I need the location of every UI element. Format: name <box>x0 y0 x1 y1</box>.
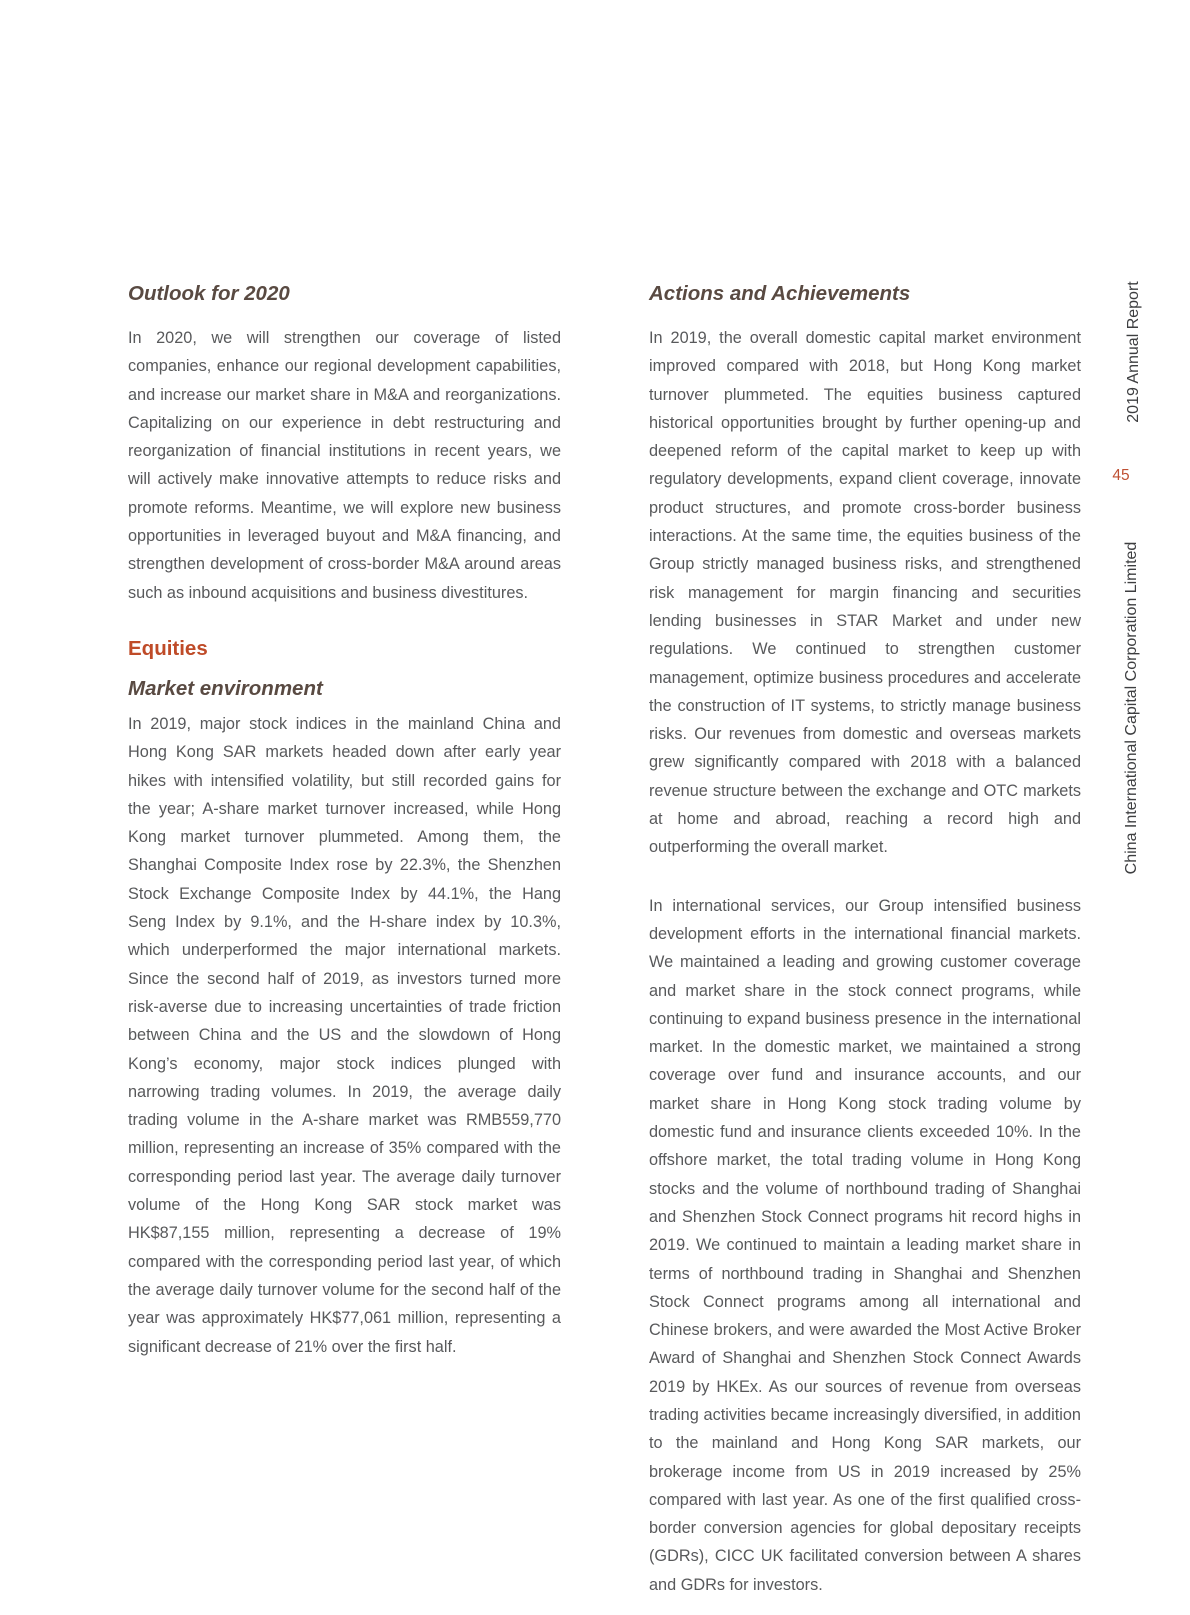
left-column <box>128 283 561 1361</box>
market-environment-paragraph: In 2019, major stock indices in the mainland China and Hong Kong SAR markets headed down after early year hikes with intensified volatility, but still recorded gains for the year; A-share market turnover increased, while Hong Kong market turnover plummeted. Among them, the Shanghai Composite Index rose by 22.3%, the Shenzhen Stock Exchange Composite Index by 44.1%, the Hang Seng Index by 9.1%, and the H-share index by 10.3%, which underperformed the major international markets. Since the second half of 2019, as investors turned more risk-averse due to increasing uncertainties of trade friction between China and the US and the slowdown of Hong Kong’s economy, major stock indices plunged with narrowing trading volumes. In 2019, the average daily trading volume in the A-share market was RMB559,770 million, representing an increase of 35% compared with the corresponding period last year. The average daily turnover volume of the Hong Kong SAR stock market was HK$87,155 million, representing a decrease of 19% compared with the corresponding period last year, of which the average daily turnover volume for the second half of the year was approximately HK$77,061 million, representing a significant decrease of 21% over the first half. <box>128 714 561 1356</box>
market-environment-heading: Market environment <box>128 676 323 700</box>
equities-heading: Equities <box>128 636 208 660</box>
sidebar-company-name: China International Capital Corporation Limited <box>1123 541 1140 875</box>
actions-paragraph-1: In 2019, the overall domestic capital market environment improved compared with 2018, but Hong Kong market turnover plummeted. The equities business captured historical opportunities brought by further opening-up and deepened reform of the capital market to keep up with regulatory developments, expand client coverage, innovate product structures, and promote cross-border business interactions. At the same time, the equities business of the Group strictly managed business risks, and strengthened risk management for margin financing and securities lending businesses in STAR Market and under new regulations. We continued to strengthen customer management, optimize business procedures and accelerate the construction of IT systems, to strictly manage business risks. Our revenues from domestic and overseas markets grew significantly compared with 2018 with a balanced revenue structure between the exchange and OTC markets at home and abroad, reaching a record high and outperforming the overall market. <box>649 329 1081 857</box>
actions-heading: Actions and Achievements <box>649 282 911 305</box>
right-column <box>649 283 1081 1615</box>
actions-paragraph-2: In international services, our Group intensified business development efforts in the international financial markets. We maintained a leading and growing customer coverage and market share in the stock connect programs, while continuing to expand business presence in the international market. In the domestic market, we maintained a strong coverage over fund and insurance accounts, and our market share in Hong Kong stock trading volume by domestic fund and insurance clients exceeded 10%. In the offshore market, the total trading volume in Hong Kong stocks and the volume of northbound trading of Shanghai and Shenzhen Stock Connect programs hit record highs in 2019. We continued to maintain a leading market share in terms of northbound trading in Shanghai and Shenzhen Stock Connect programs among all international and Chinese brokers, and were awarded the Most Active Broker Award of Shanghai and Shenzhen Stock Connect Awards 2019 by HKEx. As our sources of revenue from overseas trading activities became increasingly diversified, in addition to the mainland and Hong Kong SAR markets, our brokerage income from US in 2019 increased by 25% compared with last year. As one of the first qualified cross-border conversion agencies for global depositary receipts (GDRs), CICC UK facilitated conversion between A shares and GDRs for investors. <box>649 896 1081 1594</box>
outlook-heading: Outlook for 2020 <box>128 282 290 305</box>
page-number: 45 <box>1112 467 1130 484</box>
outlook-paragraph: In 2020, we will strengthen our coverage of listed companies, enhance our regional development capabilities, and increase our market share in M&A and reorganizations. Capitalizing on our experience in debt restructuring and reorganization of financial institutions in recent years, we will actively make innovative attempts to reduce risks and promote reforms. Meantime, we will explore new business opportunities in leveraged buyout and M&A financing, and strengthen development of cross-border M&A around areas such as inbound acquisitions and business divestitures. <box>128 329 561 602</box>
sidebar-report-title: 2019 Annual Report <box>1125 281 1142 423</box>
